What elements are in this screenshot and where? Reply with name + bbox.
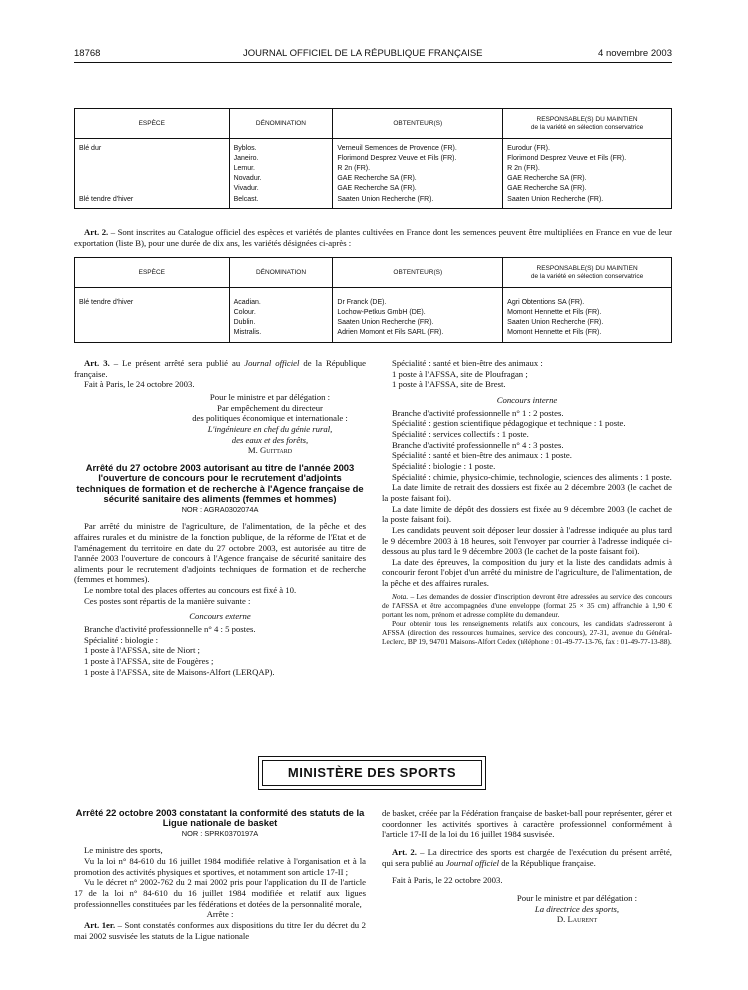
col-header-denomination: DÉNOMINATION <box>229 109 333 139</box>
journal-title: JOURNAL OFFICIEL DE LA RÉPUBLIQUE FRANÇAISE <box>243 48 483 59</box>
table-row: Vivadur. GAE Recherche SA (FR). GAE Recherche SA (FR). <box>75 184 672 194</box>
table-row: Mistralis. Adrien Momont et Fils SARL (FR). Momont Hennette et Fils (FR). <box>75 328 672 342</box>
concours-externe-heading: Concours externe <box>189 611 251 622</box>
concours-interne-heading: Concours interne <box>496 394 558 405</box>
col-header-responsable: RESPONSABLE(S) DU MAINTIEN de la variété en sélection conservatrice <box>503 258 672 288</box>
table-row: Blé tendre d'hiver Belcast. Saaten Union Recherche (FR). Saaten Union Recherche (FR). <box>75 195 672 209</box>
issue-date: 4 novembre 2003 <box>598 48 672 59</box>
nor-reference-2: NOR : SPRK0370197A <box>181 828 259 838</box>
ministry-heading: MINISTÈRE DES SPORTS <box>262 760 482 786</box>
col-header-denomination: DÉNOMINATION <box>229 258 333 288</box>
table-row: Janeiro. Florimond Desprez Veuve et Fils (FR). Florimond Desprez Veuve et Fils (FR). <box>75 154 672 164</box>
table-row: Blé dur Byblos. Verneuil Semences de Provence (FR). Eurodur (FR). <box>75 144 672 154</box>
header-rule <box>74 62 672 63</box>
page-number: 18768 <box>74 48 101 59</box>
table-row: Blé tendre d'hiver Acadian. Dr Franck (DE). Agri Obtentions SA (FR). <box>75 298 672 308</box>
varieties-table-1 <box>74 108 672 209</box>
signature-block-2: Pour le ministre et par délégation : La directrice des sports, D. Laurent <box>516 892 638 925</box>
table-row: Dublin. Saaten Union Recherche (FR). Saaten Union Recherche (FR). <box>75 318 672 328</box>
nor-reference-1: NOR : AGRA0302074A <box>181 504 259 514</box>
arrete-title-2: Arrêté 22 octobre 2003 constatant la conformité des statuts de la Ligue nationale de basket <box>75 807 365 829</box>
col-header-espece: ESPÈCE <box>75 109 230 139</box>
left-column-upper: Art. 3. – Le présent arrêté sera publié au Journal officiel de la République française. Fait à Paris, le 24 octobre 2003. Pour le ministre et par délégation : Par empêchement du directeur des politiques économique et internationale : L'ingénieure en chef du génie rural, des eaux et des forêts, M. Guittard Arrêté du 27 octobre 2003 autorisant au titre de l'année 2003 l'ouverture de concours pour le recrutement d'adjoints techniques de formation et de recherche à l'Agence française de sécurité sanitaire des aliments (femmes et hommes) NOR : AGRA0302074A Par arrêté du ministre de l'agriculture, de l'alimentation, de la pêche et des affaires rurales et du ministre de la fonction publique, de la réforme de l'Etat et de l'aménagement du territoire en date du 27 octobre 2003, est autorisée au titre de l'année 2003 l'ouverture de concours à l'Agence française de sécurité sanitaire des aliments pour le recrutement d'adjoints techniques de formation et de recherche (femmes et hommes). Le nombre total des places offertes au concours est fixé à 10. Ces postes sont répartis de la manière suivante : Concours externe Branche d'activité professionnelle n° 4 : 5 postes. Spécialité : biologie : 1 poste à l'AFSSA, site de Niort ; 1 poste à l'AFSSA, site de Fougères ; 1 poste à l'AFSSA, site de Maisons-Alfort (LERQAP). <box>74 358 367 677</box>
table-row: Novadur. GAE Recherche SA (FR). GAE Recherche SA (FR). <box>75 174 672 184</box>
table-row: Lemur. R 2n (FR). R 2n (FR). <box>75 164 672 174</box>
right-column-upper: Spécialité : santé et bien-être des animaux : 1 poste à l'AFSSA, site de Ploufragan ; 1 poste à l'AFSSA, site de Brest. Concours interne Branche d'activité professionnelle n° 1 : 2 postes. Spécialité : gestion scientifique pédagogique et technique : 1 poste. Spécialité : services collectifs : 1 poste. Branche d'activité professionnelle n° 4 : 3 postes. Spécialité : santé et bien-être des animaux : 1 poste. Spécialité : biologie : 1 poste. Spécialité : chimie, physico-chimie, technologie, sciences des aliments : 1 poste. La date limite de retrait des dossiers est fixée au 2 décembre 2003 (le cachet de la poste faisant foi). La date limite de dépôt des dossiers est fixée au 9 décembre 2003 (le cachet de la poste faisant foi). Les candidats peuvent soit déposer leur dossier à l'adresse indiquée au plus tard le 9 décembre 2003 à 18 heures, soit l'envoyer par courrier à l'adresse indiquée ci-dessous au plus tard le 9 décembre 2003 (le cachet de la poste faisant foi). La date des épreuves, la composition du jury et la liste des candidats admis à concourir feront l'objet d'un arrêté du ministre de l'agriculture, de l'alimentation, de la pêche et des affaires rurales. Nota. – Les demandes de dossier d'inscription devront être adressées au service des concours de l'AFSSA et être accompagnées d'une enveloppe (format 25 × 35 cm) affranchie à 1,90 € portant les nom, prénom et adresse complète du demandeur. Pour obtenir tous les renseignements relatifs aux concours, les candidats s'adresseront à AFSSA (direction des ressources humaines, service des concours), 27-31, avenue du Général-Leclerc, BP 19, 94701 Maisons-Alfort Cedex (téléphone : 01-49-77-13-76, fax : 01-49-77-13-88). <box>382 358 672 647</box>
arrete-title-1: Arrêté du 27 octobre 2003 autorisant au titre de l'année 2003 l'ouverture de concours pour le recrutement d'adjoints techniques de formation et de recherche à l'Agence française de sécurité sanitaire des aliments (femmes et hommes) <box>76 461 364 505</box>
left-column-lower: Arrêté 22 octobre 2003 constatant la conformité des statuts de la Ligue nationale de basket NOR : SPRK0370197A Le ministre des sports, Vu la loi n° 84-610 du 16 juillet 1984 modifiée relative à l'organisation et à la promotion des activités physiques et sportives, et notamment son article 17-II ; Vu le décret n° 2002-762 du 2 mai 2002 pris pour l'application du II de l'article 17 de la loi n° 84-610 du 16 juillet 1984 modifiée et relatif aux ligues professionnelles constituées par les fédérations et dotées de la personnalité morale, Arrête : Art. 1er. – Sont constatés conformes aux dispositions du titre Ier du décret du 2 mai 2002 susvisée les statuts de la Ligue nationale <box>74 807 367 941</box>
col-header-responsable: RESPONSABLE(S) DU MAINTIEN de la variété en sélection conservatrice <box>503 109 672 139</box>
varieties-table-2 <box>74 257 672 343</box>
right-column-lower: de basket, créée par la Fédération française de basket-ball pour représenter, gérer et coordonner les activités sportives à caractère professionnel conformément à l'article 17-II de la loi du 16 juillet 1984 susvisée. Art. 2. – La directrice des sports est chargée de l'exécution du présent arrêté, qui sera publié au Journal officiel de la République française. Fait à Paris, le 22 octobre 2003. Pour le ministre et par délégation : La directrice des sports, D. Laurent <box>382 808 672 925</box>
col-header-obtenteur: OBTENTEUR(S) <box>333 258 503 288</box>
art2-paragraph: Art. 2. – Sont inscrites au Catalogue officiel des espèces et variétés de plantes cultivées en France dont les semences peuvent être multipliées en France en vue de leur exportation (liste B), pour une durée de dix ans, les variétés désignées ci-après : <box>74 227 672 248</box>
signature-block-1: Pour le ministre et par délégation : Par empêchement du directeur des politiques économique et internationale : L'ingénieure en chef du génie rural, des eaux et des forêts, M. Guittard <box>192 391 348 456</box>
col-header-espece: ESPÈCE <box>75 258 230 288</box>
table-row: Colour. Lochow-Petkus GmbH (DE). Momont Hennette et Fils (FR). <box>75 308 672 318</box>
col-header-obtenteur: OBTENTEUR(S) <box>333 109 503 139</box>
